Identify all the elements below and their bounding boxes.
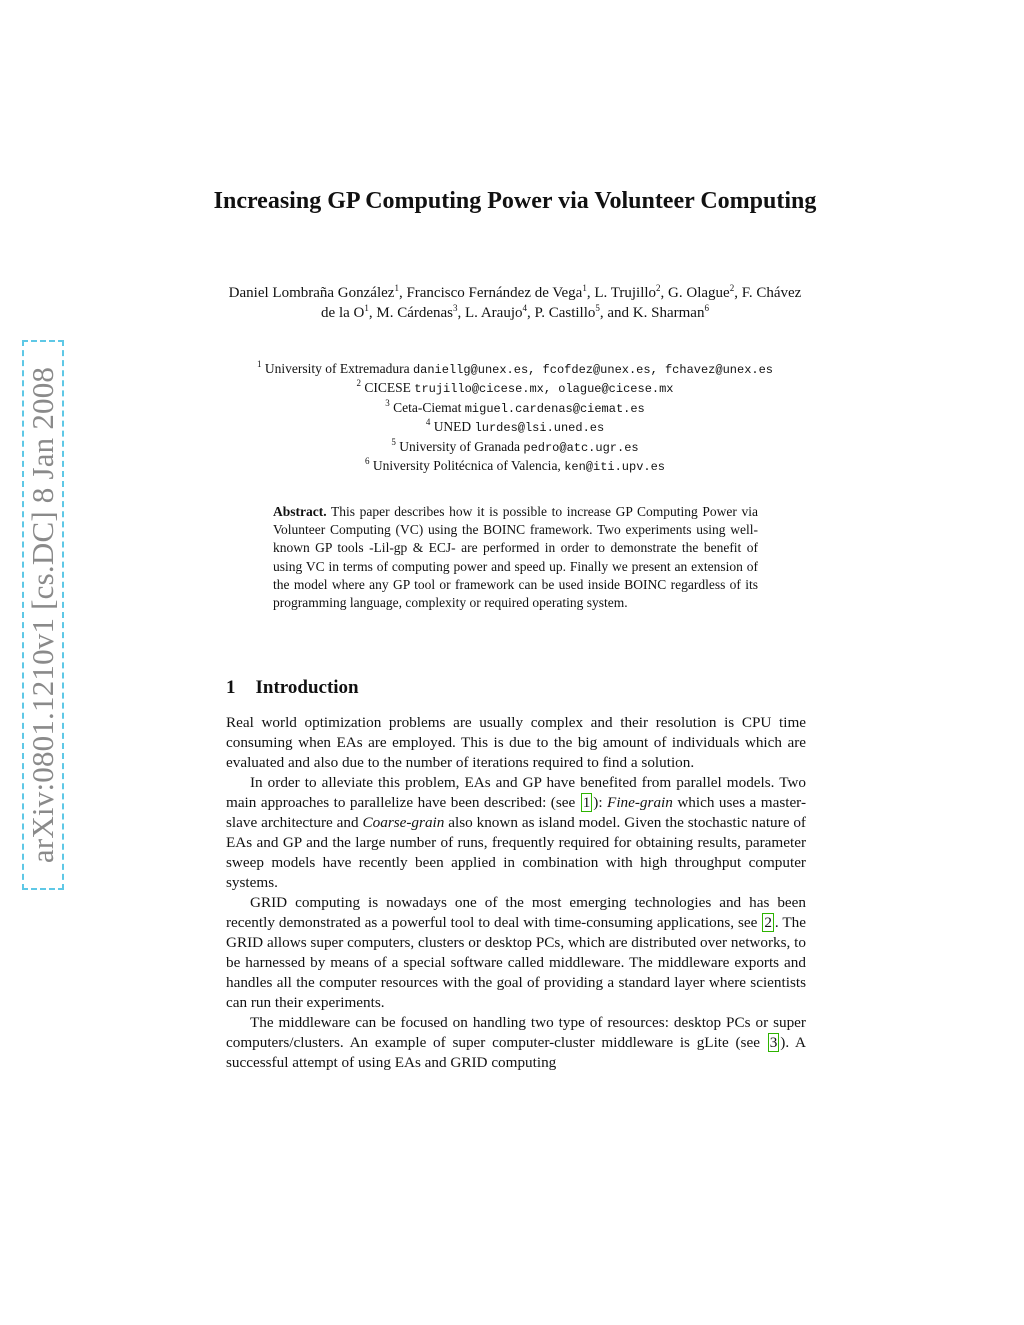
affiliation-name: University of Granada — [399, 438, 520, 454]
paragraph-text: In order to alleviate this problem, EAs and GP have benefited from parallel models. Two main approaches to parallelize have been described: (see — [226, 774, 806, 811]
affiliation-emails: pedro@atc.ugr.es — [523, 440, 639, 455]
citation-link[interactable]: 3 — [769, 1034, 778, 1051]
paragraph — [226, 893, 806, 1013]
paragraph — [226, 773, 806, 893]
affiliation-emails: trujillo@cicese.mx, olague@cicese.mx — [414, 382, 674, 397]
author-name: L. Trujillo — [594, 285, 657, 301]
author-name: Francisco Fernández de Vega — [406, 285, 583, 301]
author-affiliation-mark: 4 — [522, 303, 528, 313]
affiliation-emails: daniellg@unex.es, fcofdez@unex.es, fchavez@unex.es — [412, 363, 773, 377]
author-name: K. Sharman — [632, 305, 705, 321]
affiliation-name: Ceta-Ciemat — [393, 399, 462, 415]
author-affiliation-mark: 3 — [453, 303, 458, 313]
affiliation-emails: ken@iti.upv.es — [564, 460, 666, 475]
author-name: G. Olague — [668, 285, 730, 301]
section-number: 1 — [226, 677, 236, 698]
author-affiliation-mark: 5 — [595, 303, 600, 313]
author-affiliation-mark: 1 — [394, 283, 399, 293]
paragraph-text: Real world optimization problems are usually complex and their resolution is CPU time consuming when EAs are employed. This is due to the big amount of individuals which are evaluated and also due to the number of iterations required to find a solution. — [226, 714, 806, 771]
affiliation-line — [215, 457, 815, 476]
affiliation-name: University of Extremadura — [264, 361, 410, 376]
paragraph-text: ). A successful attempt of using EAs and GRID computing — [226, 1034, 807, 1071]
author-name: L. Araujo — [465, 305, 523, 321]
arxiv-identifier[interactable]: arXiv:0801.1210v1 [cs.DC] 8 Jan 2008 — [25, 366, 60, 864]
paragraph-text: GRID computing is nowadays one of the most emerging technologies and has been recently demonstrated as a powerful tool to deal with time-consuming applications, see — [226, 894, 806, 931]
paragraph — [226, 1013, 806, 1073]
affiliation-list — [215, 360, 815, 476]
affiliation-name: UNED — [433, 419, 472, 435]
author-name: P. Castillo — [534, 305, 596, 321]
paragraph-text: The middleware can be focused on handling two type of resources: desktop PCs or super computers/clusters. An example of super computer-cluster middleware is gLite (see — [226, 1014, 806, 1051]
affiliation-line — [215, 418, 815, 437]
emphasis-text: Fine-grain — [607, 794, 673, 811]
affiliation-number: 5 — [391, 436, 396, 447]
author-affiliation-mark: 1 — [582, 283, 587, 293]
emphasis-text: Coarse-grain — [362, 814, 445, 831]
paragraph-text: also known as island model. Given the stochastic nature of EAs and GP and the large number of runs, frequently required for obtaining results, parameter sweep models have recently been applied in combination with high throughput computer systems. — [226, 814, 806, 891]
affiliation-line — [215, 438, 815, 457]
abstract-label: Abstract. — [273, 504, 327, 519]
author-name: M. Cárdenas — [376, 305, 454, 321]
affiliation-line — [215, 360, 815, 379]
citation-link[interactable]: 1 — [582, 794, 591, 811]
citation-link[interactable]: 2 — [764, 914, 772, 931]
author-affiliation-mark: 2 — [729, 283, 735, 293]
affiliation-name: University Politécnica of Valencia, — [372, 458, 561, 474]
paper-title: Increasing GP Computing Power via Volunteer Computing — [213, 188, 817, 214]
affiliation-number: 2 — [356, 378, 361, 389]
affiliation-number: 4 — [425, 417, 431, 428]
affiliation-emails: miguel.cardenas@ciemat.es — [464, 401, 645, 416]
author-affiliation-mark: 1 — [364, 303, 369, 313]
abstract — [273, 503, 758, 612]
section-heading — [226, 677, 359, 699]
paragraph-text: . The GRID allows super computers, clusters or desktop PCs, which are distributed over networks, to be harnessed by means of a special software called middleware. The middleware exports and handles all the computer resources with the goal of providing a standard layer where scientists can run their experiments. — [226, 914, 806, 1011]
paragraph-text: ): — [593, 794, 608, 811]
paragraph — [226, 713, 806, 773]
affiliation-number: 3 — [385, 397, 390, 408]
affiliation-name: CICESE — [364, 380, 411, 396]
section-body — [226, 713, 806, 1073]
affiliation-line — [215, 379, 815, 398]
author-affiliation-mark: 6 — [704, 303, 709, 313]
affiliation-number: 6 — [364, 456, 370, 467]
affiliation-number: 1 — [256, 359, 262, 369]
affiliation-emails: lurdes@lsi.uned.es — [474, 421, 605, 436]
paragraph-text: which uses a master-slave architecture and — [226, 794, 806, 831]
abstract-text: This paper describes how it is possible to increase GP Computing Power via Volunteer Computing (VC) using the BOINC framework. Two experiments using well-known GP tools -Lil-gp & ECJ- are performed in order to demonstrate the benefit of using VC in terms of computing power and speed up. Finally we present an extension of the model where any GP tool or framework can be used inside BOINC regardless of its programming language, complexity or required operating system. — [273, 504, 758, 611]
author-name: Daniel Lombraña González — [228, 285, 395, 301]
author-name: F. Chávez de la O — [321, 285, 802, 321]
affiliation-line — [215, 399, 815, 418]
section-title: Introduction — [255, 677, 359, 698]
author-list: Daniel Lombraña González$^1$, Francisco Fernández de Vega$^1$, L. Trujillo$^2$, G. Olague$^2$, F. Chávez de la $O^1$, M. Cárdenas$^3$, L. Araujo$^4$, P. Castillo$^5$, and K. Sharman$^6$ — [228, 283, 802, 321]
author-affiliation-mark: 2 — [656, 283, 661, 293]
